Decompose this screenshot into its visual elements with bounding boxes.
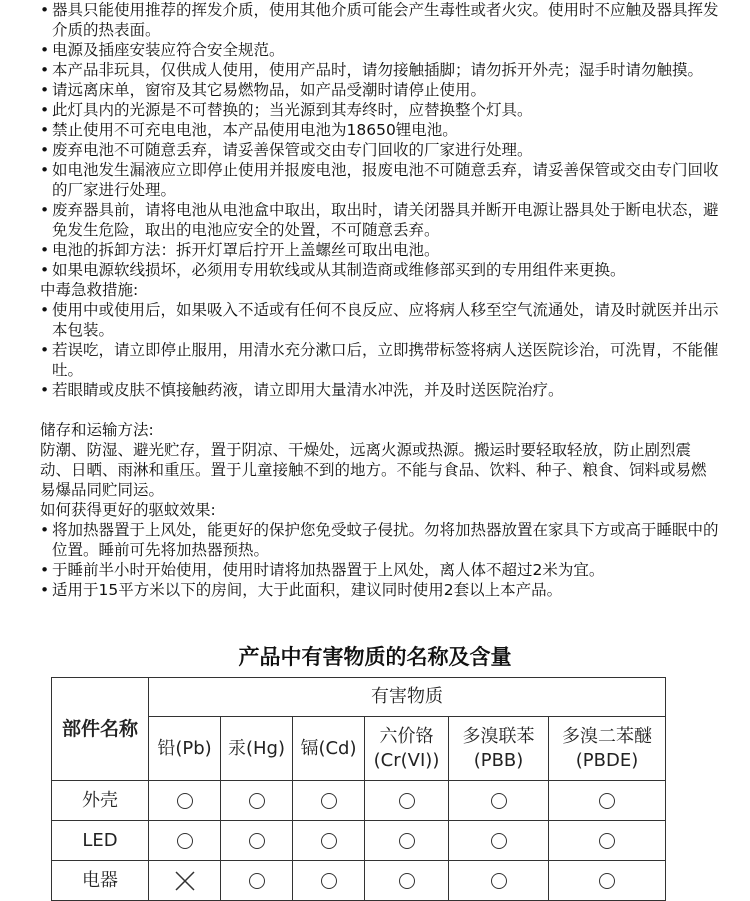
part-name-cell: 电器	[52, 861, 149, 901]
first-aid-item: • 若眼睛或皮肤不慎接触药液，请立即用大量清水冲洗，并及时送医院治疗。	[40, 380, 720, 400]
compliant-circle-icon	[399, 793, 415, 809]
effect-item: • 将加热器置于上风处，能更好的保护您免受蚊子侵扰。勿将加热器放置在家具下方或高于睡眠中的位置。睡前可先将加热器预热。	[40, 520, 720, 560]
safety-list	[40, 0, 720, 280]
compliant-circle-icon	[599, 833, 615, 849]
compliant-circle-icon	[321, 873, 337, 889]
compliant-circle-icon	[249, 793, 265, 809]
compliant-circle-icon	[491, 833, 507, 849]
substance-header: 铅(Pb)	[149, 717, 221, 781]
compliant-circle-icon	[177, 833, 193, 849]
table-row	[52, 781, 666, 821]
compliant-circle-icon	[321, 833, 337, 849]
instructions-text	[40, 0, 720, 600]
mark-cell	[293, 821, 365, 861]
table-row	[52, 821, 666, 861]
safety-item: • 电池的拆卸方法：拆开灯罩后拧开上盖螺丝可取出电池。	[40, 240, 720, 260]
mark-cell	[549, 781, 666, 821]
mark-cell	[549, 861, 666, 901]
substance-header: 汞(Hg)	[221, 717, 293, 781]
compliant-circle-icon	[249, 873, 265, 889]
mark-cell	[549, 821, 666, 861]
spacer	[40, 400, 720, 420]
first-aid-item: • 若误吃，请立即停止服用，用清水充分漱口后，立即携带标签将病人送医院诊治，可洗胃，不能催吐。	[40, 340, 720, 380]
compliant-circle-icon	[399, 873, 415, 889]
mark-cell	[221, 861, 293, 901]
substance-header: 多溴二苯醚 (PBDE)	[549, 717, 666, 781]
mark-cell	[449, 781, 549, 821]
first-aid-heading: 中毒急救措施:	[40, 281, 139, 299]
safety-item: • 电源及插座安装应符合安全规范。	[40, 40, 720, 60]
effect-item: • 适用于15平方米以下的房间，大于此面积，建议同时使用2套以上本产品。	[40, 580, 720, 600]
compliant-circle-icon	[177, 793, 193, 809]
mark-cell	[449, 861, 549, 901]
compliant-circle-icon	[491, 873, 507, 889]
mark-cell	[449, 821, 549, 861]
mark-cell	[221, 781, 293, 821]
compliant-circle-icon	[491, 793, 507, 809]
part-name-cell: LED	[52, 821, 149, 861]
safety-item: • 此灯具内的光源是不可替换的；当光源到其寿终时，应替换整个灯具。	[40, 100, 720, 120]
mark-cell	[149, 781, 221, 821]
mark-cell	[149, 861, 221, 901]
effect-list	[40, 520, 720, 600]
mark-cell	[149, 821, 221, 861]
hazard-table-title: 产品中有害物质的名称及含量	[238, 645, 512, 669]
safety-item: • 本产品非玩具，仅供成人使用，使用产品时，请勿接触插脚；请勿拆开外壳；湿手时请勿触摸。	[40, 60, 720, 80]
effect-heading: 如何获得更好的驱蚊效果:	[40, 501, 216, 519]
hazard-substance-header: 有害物质	[149, 678, 666, 717]
compliant-circle-icon	[599, 873, 615, 889]
compliant-circle-icon	[321, 793, 337, 809]
part-name-cell: 外壳	[52, 781, 149, 821]
mark-cell	[293, 781, 365, 821]
storage-text: 防潮、防湿、避光贮存，置于阴凉、干燥处，远离火源或热源。搬运时要轻取轻放，防止剧烈震动、日晒、雨淋和重压。置于儿童接触不到的地方。不能与食品、饮料、种子、粮食、饲料或易燃易爆品同贮同运。	[40, 441, 707, 499]
effect-item: • 于睡前半小时开始使用，使用时请将加热器置于上风处，离人体不超过2米为宜。	[40, 560, 720, 580]
exceeds-limit-cross-icon	[174, 870, 196, 892]
substance-header: 镉(Cd)	[293, 717, 365, 781]
storage-heading: 储存和运输方法:	[40, 421, 154, 439]
mark-cell	[221, 821, 293, 861]
mark-cell	[293, 861, 365, 901]
compliant-circle-icon	[599, 793, 615, 809]
first-aid-list	[40, 300, 720, 400]
compliant-circle-icon	[249, 833, 265, 849]
safety-item: • 如电池发生漏液应立即停止使用并报废电池，报废电池不可随意丢弃，请妥善保管或交由专门回收的厂家进行处理。	[40, 160, 720, 200]
safety-item: • 废弃电池不可随意丢弃，请妥善保管或交由专门回收的厂家进行处理。	[40, 140, 720, 160]
first-aid-item: • 使用中或使用后，如果吸入不适或有任何不良反应、应将病人移至空气流通处，请及时就医并出示本包装。	[40, 300, 720, 340]
mark-cell	[365, 821, 449, 861]
safety-item: • 禁止使用不可充电电池，本产品使用电池为18650锂电池。	[40, 120, 720, 140]
substance-header: 六价铬 (Cr(VI))	[365, 717, 449, 781]
safety-item: • 器具只能使用推荐的挥发介质，使用其他介质可能会产生毒性或者火灾。使用时不应触及器具挥发介质的热表面。	[40, 0, 720, 40]
safety-item: • 废弃器具前，请将电池从电池盒中取出，取出时，请关闭器具并断开电源让器具处于断电状态，避免发生危险，取出的电池应安全的处置，不可随意丢弃。	[40, 200, 720, 240]
table-row	[52, 861, 666, 901]
safety-item: • 如果电源软线损坏，必须用专用软线或从其制造商或维修部买到的专用组件来更换。	[40, 260, 720, 280]
hazard-table	[51, 677, 666, 901]
mark-cell	[365, 781, 449, 821]
part-name-header: 部件名称	[52, 678, 149, 781]
mark-cell	[365, 861, 449, 901]
compliant-circle-icon	[399, 833, 415, 849]
safety-item: • 请远离床单，窗帘及其它易燃物品，如产品受潮时请停止使用。	[40, 80, 720, 100]
substance-header: 多溴联苯 (PBB)	[449, 717, 549, 781]
